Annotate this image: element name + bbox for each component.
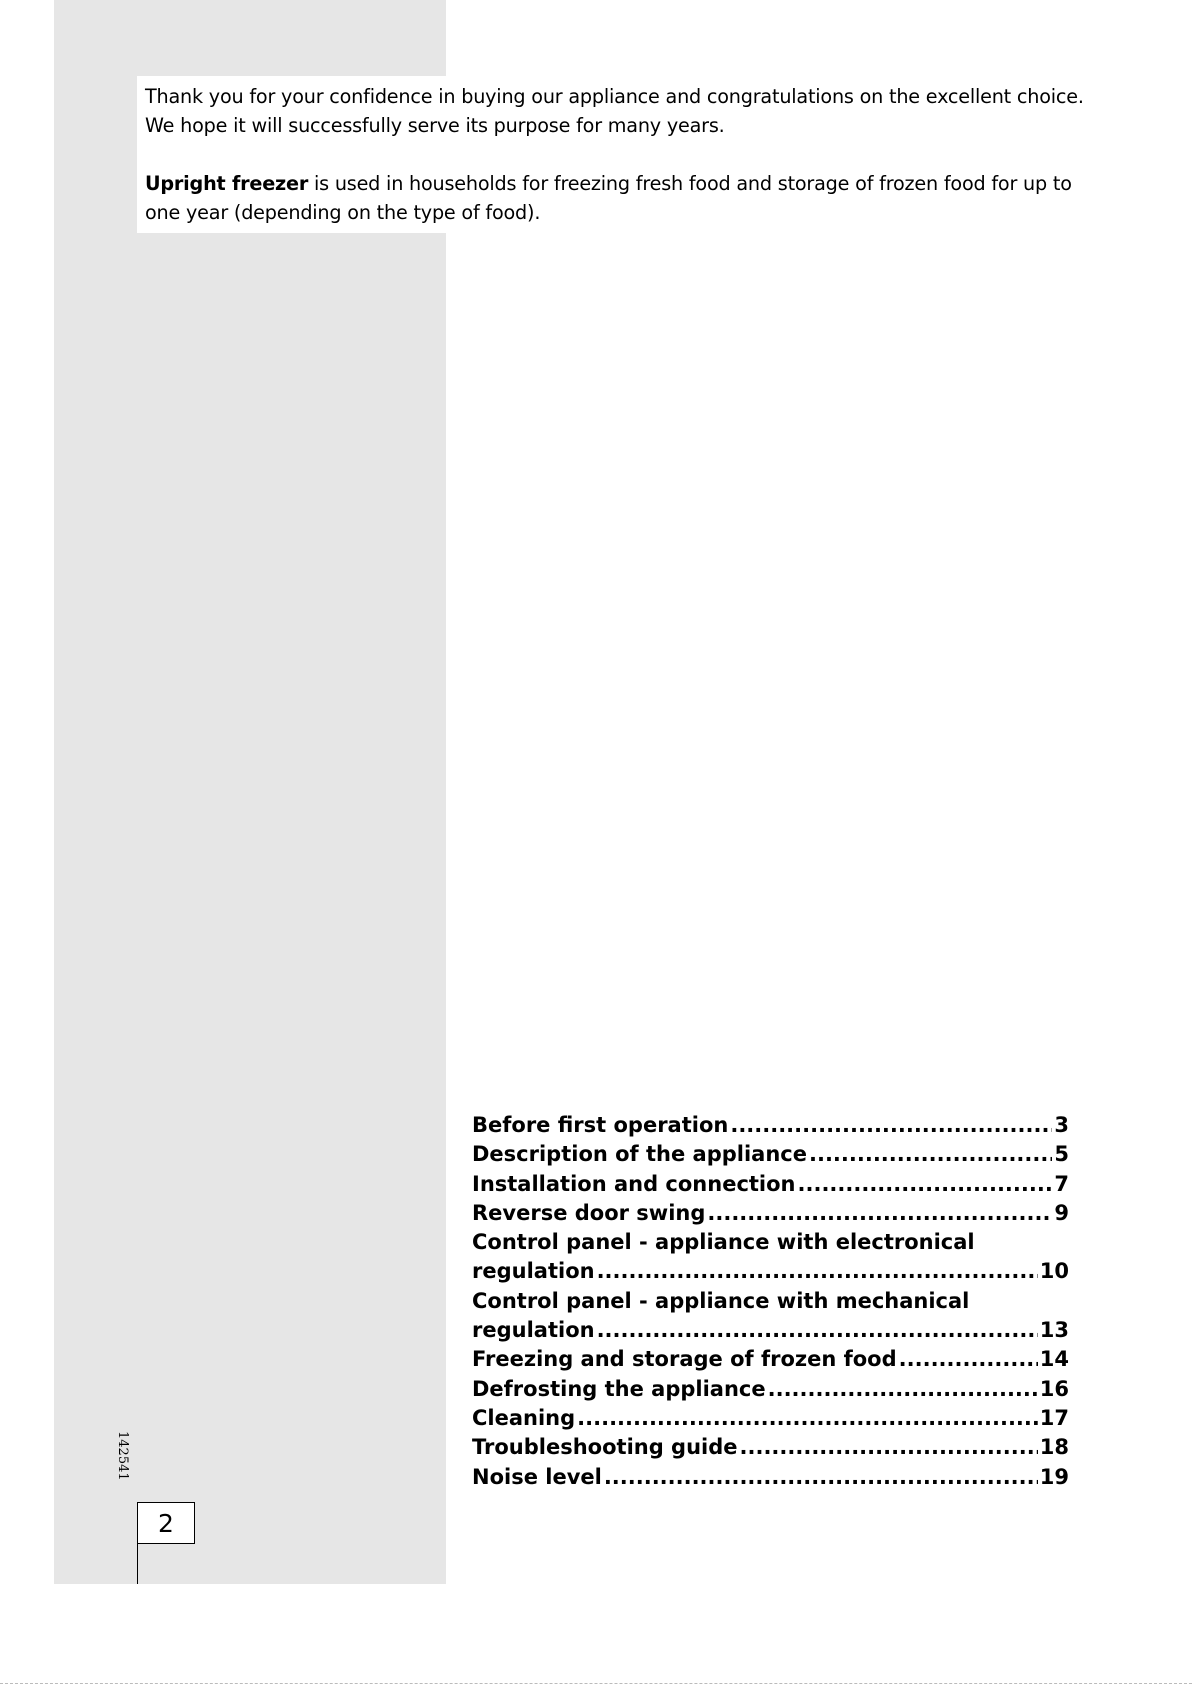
toc-title: Reverse door swing [472, 1200, 706, 1225]
toc-title-line[interactable]: Control panel - appliance with electronical [472, 1230, 975, 1255]
toc-entry-description[interactable] [472, 1140, 1069, 1169]
toc-title: Noise level [472, 1464, 602, 1489]
document-code: 142541 [115, 1431, 130, 1481]
toc-entry-troubleshooting[interactable] [472, 1433, 1069, 1462]
toc-page-number: 18 [1039, 1435, 1069, 1460]
toc-leader-dots [604, 1463, 1038, 1492]
toc-page-number: 7 [1054, 1171, 1069, 1196]
toc-title: Installation and connection [472, 1171, 796, 1196]
page-number: 2 [158, 1508, 174, 1538]
toc-title: regulation [472, 1259, 595, 1284]
toc-title: Description of the appliance [472, 1142, 807, 1167]
toc-entry-defrosting[interactable] [472, 1375, 1069, 1404]
toc-page-number: 5 [1054, 1142, 1069, 1167]
toc-title-line[interactable]: Control panel - appliance with mechanical [472, 1288, 970, 1313]
product-description: is used in households for freezing fresh food and storage of frozen food for up to one year (depending on the type of food). [145, 172, 1072, 224]
toc-page-number: 10 [1039, 1259, 1069, 1284]
toc-title: Before first operation [472, 1113, 729, 1137]
toc-entry-installation[interactable] [472, 1170, 1069, 1199]
toc-leader-dots [809, 1140, 1052, 1169]
toc-title: Freezing and storage of frozen food [472, 1347, 897, 1372]
toc-leader-dots [899, 1345, 1038, 1374]
toc-leader-dots [577, 1404, 1038, 1433]
toc-page-number: 13 [1039, 1318, 1069, 1343]
page-number-box [137, 1502, 195, 1544]
toc-page-number: 19 [1039, 1464, 1069, 1489]
table-of-contents [472, 1111, 1069, 1492]
toc-page-number: 17 [1039, 1405, 1069, 1430]
toc-page-number: 16 [1039, 1376, 1069, 1401]
toc-entry-control-panel-electronical[interactable] [472, 1257, 1069, 1286]
toc-leader-dots [707, 1199, 1052, 1228]
product-paragraph [145, 169, 1085, 227]
toc-title: Cleaning [472, 1405, 576, 1430]
thank-you-paragraph: Thank you for your confidence in buying our appliance and congratulations on the excellent choice. We hope it will successfully serve its purpose for many years. [145, 85, 1084, 137]
toc-entry-noise-level[interactable] [472, 1463, 1069, 1492]
product-name: Upright freezer [145, 172, 309, 195]
intro-text-block [137, 76, 1093, 233]
toc-leader-dots [768, 1375, 1038, 1404]
page-marker-line [137, 1544, 138, 1584]
toc-title: Defrosting the appliance [472, 1376, 766, 1401]
toc-page-number: 9 [1054, 1200, 1069, 1225]
toc-entry-before-first-operation[interactable] [472, 1111, 1069, 1140]
toc-leader-dots [730, 1111, 1052, 1140]
toc-entry-cleaning[interactable] [472, 1404, 1069, 1433]
toc-entry-reverse-door-swing[interactable] [472, 1199, 1069, 1228]
toc-page-number: 3 [1054, 1113, 1069, 1137]
toc-title: Troubleshooting guide [472, 1435, 738, 1460]
toc-leader-dots [597, 1257, 1038, 1286]
bottom-divider [0, 1683, 1192, 1684]
sidebar-panel [54, 0, 446, 1584]
toc-leader-dots [798, 1170, 1053, 1199]
toc-entry-freezing-storage[interactable] [472, 1345, 1069, 1374]
toc-page-number: 14 [1039, 1347, 1069, 1372]
toc-entry-control-panel-mechanical[interactable] [472, 1316, 1069, 1345]
toc-leader-dots [597, 1316, 1038, 1345]
toc-title: regulation [472, 1318, 595, 1343]
toc-leader-dots [740, 1433, 1038, 1462]
